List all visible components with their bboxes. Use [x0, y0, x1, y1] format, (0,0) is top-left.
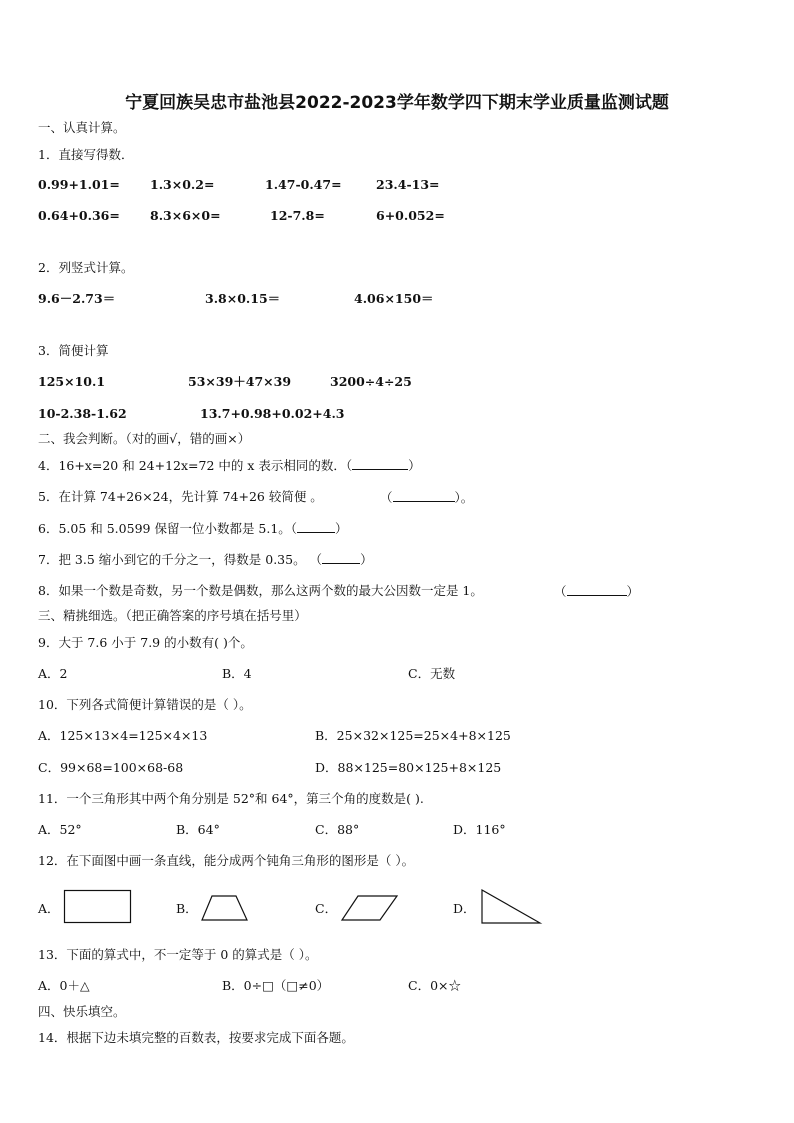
option-a: A．125×13×4=125×4×13: [38, 728, 208, 743]
option-c: C．无数: [408, 666, 456, 681]
question-8-answer: [554, 583, 639, 600]
section-2-heading: 二、我会判断。（对的画√，错的画×）: [38, 431, 251, 446]
option-a: A．: [38, 901, 60, 916]
q2-item: 9.6－2.73＝: [38, 291, 116, 306]
option-c: C．: [315, 901, 338, 916]
option-d: D．88×125=80×125+8×125: [315, 760, 502, 775]
option-b: B．4: [222, 666, 252, 681]
question-7-text: 7．把 3.5 缩小到它的千分之一，得数是 0.35。 （: [38, 552, 323, 567]
option-a: A．52°: [38, 822, 82, 837]
bracket-close: ）: [626, 584, 640, 599]
question-8-text: 8．如果一个数是奇数，另一个数是偶数，那么这两个数的最大公因数一定是 1。: [38, 583, 483, 598]
bracket-close: ）: [335, 521, 348, 536]
option-c: C．99×68=100×68-68: [38, 760, 184, 775]
question-14-stem: 14．根据下边未填完整的百数表，按要求完成下面各题。: [38, 1030, 354, 1045]
q1-item: 6+0.052=: [376, 208, 445, 223]
right-triangle-icon: [479, 888, 543, 926]
question-8: [38, 583, 483, 599]
q2-item: 4.06×150＝: [354, 291, 434, 306]
trapezoid-icon: [200, 894, 250, 922]
q3-item: 53×39＋47×39: [188, 374, 292, 389]
q3-item: 10-2.38-1.62: [38, 406, 127, 421]
bracket-close: ）: [408, 458, 421, 473]
page-title: 宁夏回族吴忠市盐池县2022-2023学年数学四下期末学业质量监测试题: [125, 93, 669, 113]
question-2-label: 2．列竖式计算。: [38, 260, 134, 275]
answer-blank[interactable]: [322, 551, 360, 564]
q1-item: 23.4-13=: [376, 177, 440, 192]
section-1-heading: 一、认真计算。: [38, 120, 126, 135]
answer-blank[interactable]: [352, 457, 408, 470]
option-d: D．116°: [453, 822, 506, 837]
q3-item: 3200÷4÷25: [330, 374, 412, 389]
question-7: [38, 551, 373, 568]
q1-item: 1.3×0.2=: [150, 177, 215, 192]
question-4: [38, 457, 421, 474]
q1-item: 12-7.8=: [270, 208, 325, 223]
option-c: C．0×☆: [408, 978, 461, 993]
question-6: [38, 520, 348, 537]
q1-item: 0.64+0.36=: [38, 208, 120, 223]
question-1-label: 1．直接写得数．: [38, 147, 134, 162]
option-b: B．: [176, 901, 198, 916]
bracket-close: ）。: [454, 490, 474, 505]
q2-item: 3.8×0.15＝: [205, 291, 281, 306]
question-6-text: 6．5.05 和 5.0599 保留一位小数都是 5.1。（: [38, 521, 298, 536]
question-10-stem: 10．下列各式简便计算错误的是（ ）。: [38, 697, 252, 712]
section-3-heading: 三、精挑细选。（把正确答案的序号填在括号里）: [38, 608, 307, 623]
bracket-open: （: [554, 584, 567, 599]
answer-blank[interactable]: [393, 489, 455, 502]
question-5: [38, 489, 323, 505]
answer-blank[interactable]: [567, 583, 627, 596]
option-b: B．0÷□（□≠0）: [222, 978, 330, 993]
question-3-label: 3．简便计算: [38, 343, 109, 358]
question-5-text: 5．在计算 74+26×24，先计算 74+26 较简便 。: [38, 489, 323, 504]
bracket-open: （: [380, 490, 393, 505]
parallelogram-icon: [340, 894, 400, 922]
option-d: D．: [453, 901, 476, 916]
q3-item: 13.7+0.98+0.02+4.3: [200, 406, 345, 421]
bracket-close: ）: [360, 552, 373, 567]
option-c: C．88°: [315, 822, 360, 837]
section-4-heading: 四、快乐填空。: [38, 1004, 126, 1019]
option-b: B．64°: [176, 822, 220, 837]
question-13-stem: 13．下面的算式中，不一定等于 0 的算式是（ ）。: [38, 947, 318, 962]
question-9-stem: 9．大于 7.6 小于 7.9 的小数有( )个。: [38, 635, 253, 650]
q3-item: 125×10.1: [38, 374, 106, 389]
option-a: A．0＋△: [38, 978, 90, 993]
q1-item: 0.99+1.01=: [38, 177, 120, 192]
question-5-answer: [380, 489, 473, 506]
option-a: A．2: [38, 666, 68, 681]
q1-item: 8.3×6×0=: [150, 208, 221, 223]
q1-item: 1.47-0.47=: [265, 177, 342, 192]
rectangle-icon: [63, 889, 133, 925]
question-11-stem: 11．一个三角形其中两个角分别是 52°和 64°，第三个角的度数是( ).: [38, 791, 424, 806]
answer-blank[interactable]: [297, 520, 335, 533]
question-4-text: 4．16+x=20 和 24+12x=72 中的 x 表示相同的数．（: [38, 458, 353, 473]
option-b: B．25×32×125=25×4+8×125: [315, 728, 511, 743]
question-12-stem: 12．在下面图中画一条直线，能分成两个钝角三角形的图形是（ ）。: [38, 853, 415, 868]
